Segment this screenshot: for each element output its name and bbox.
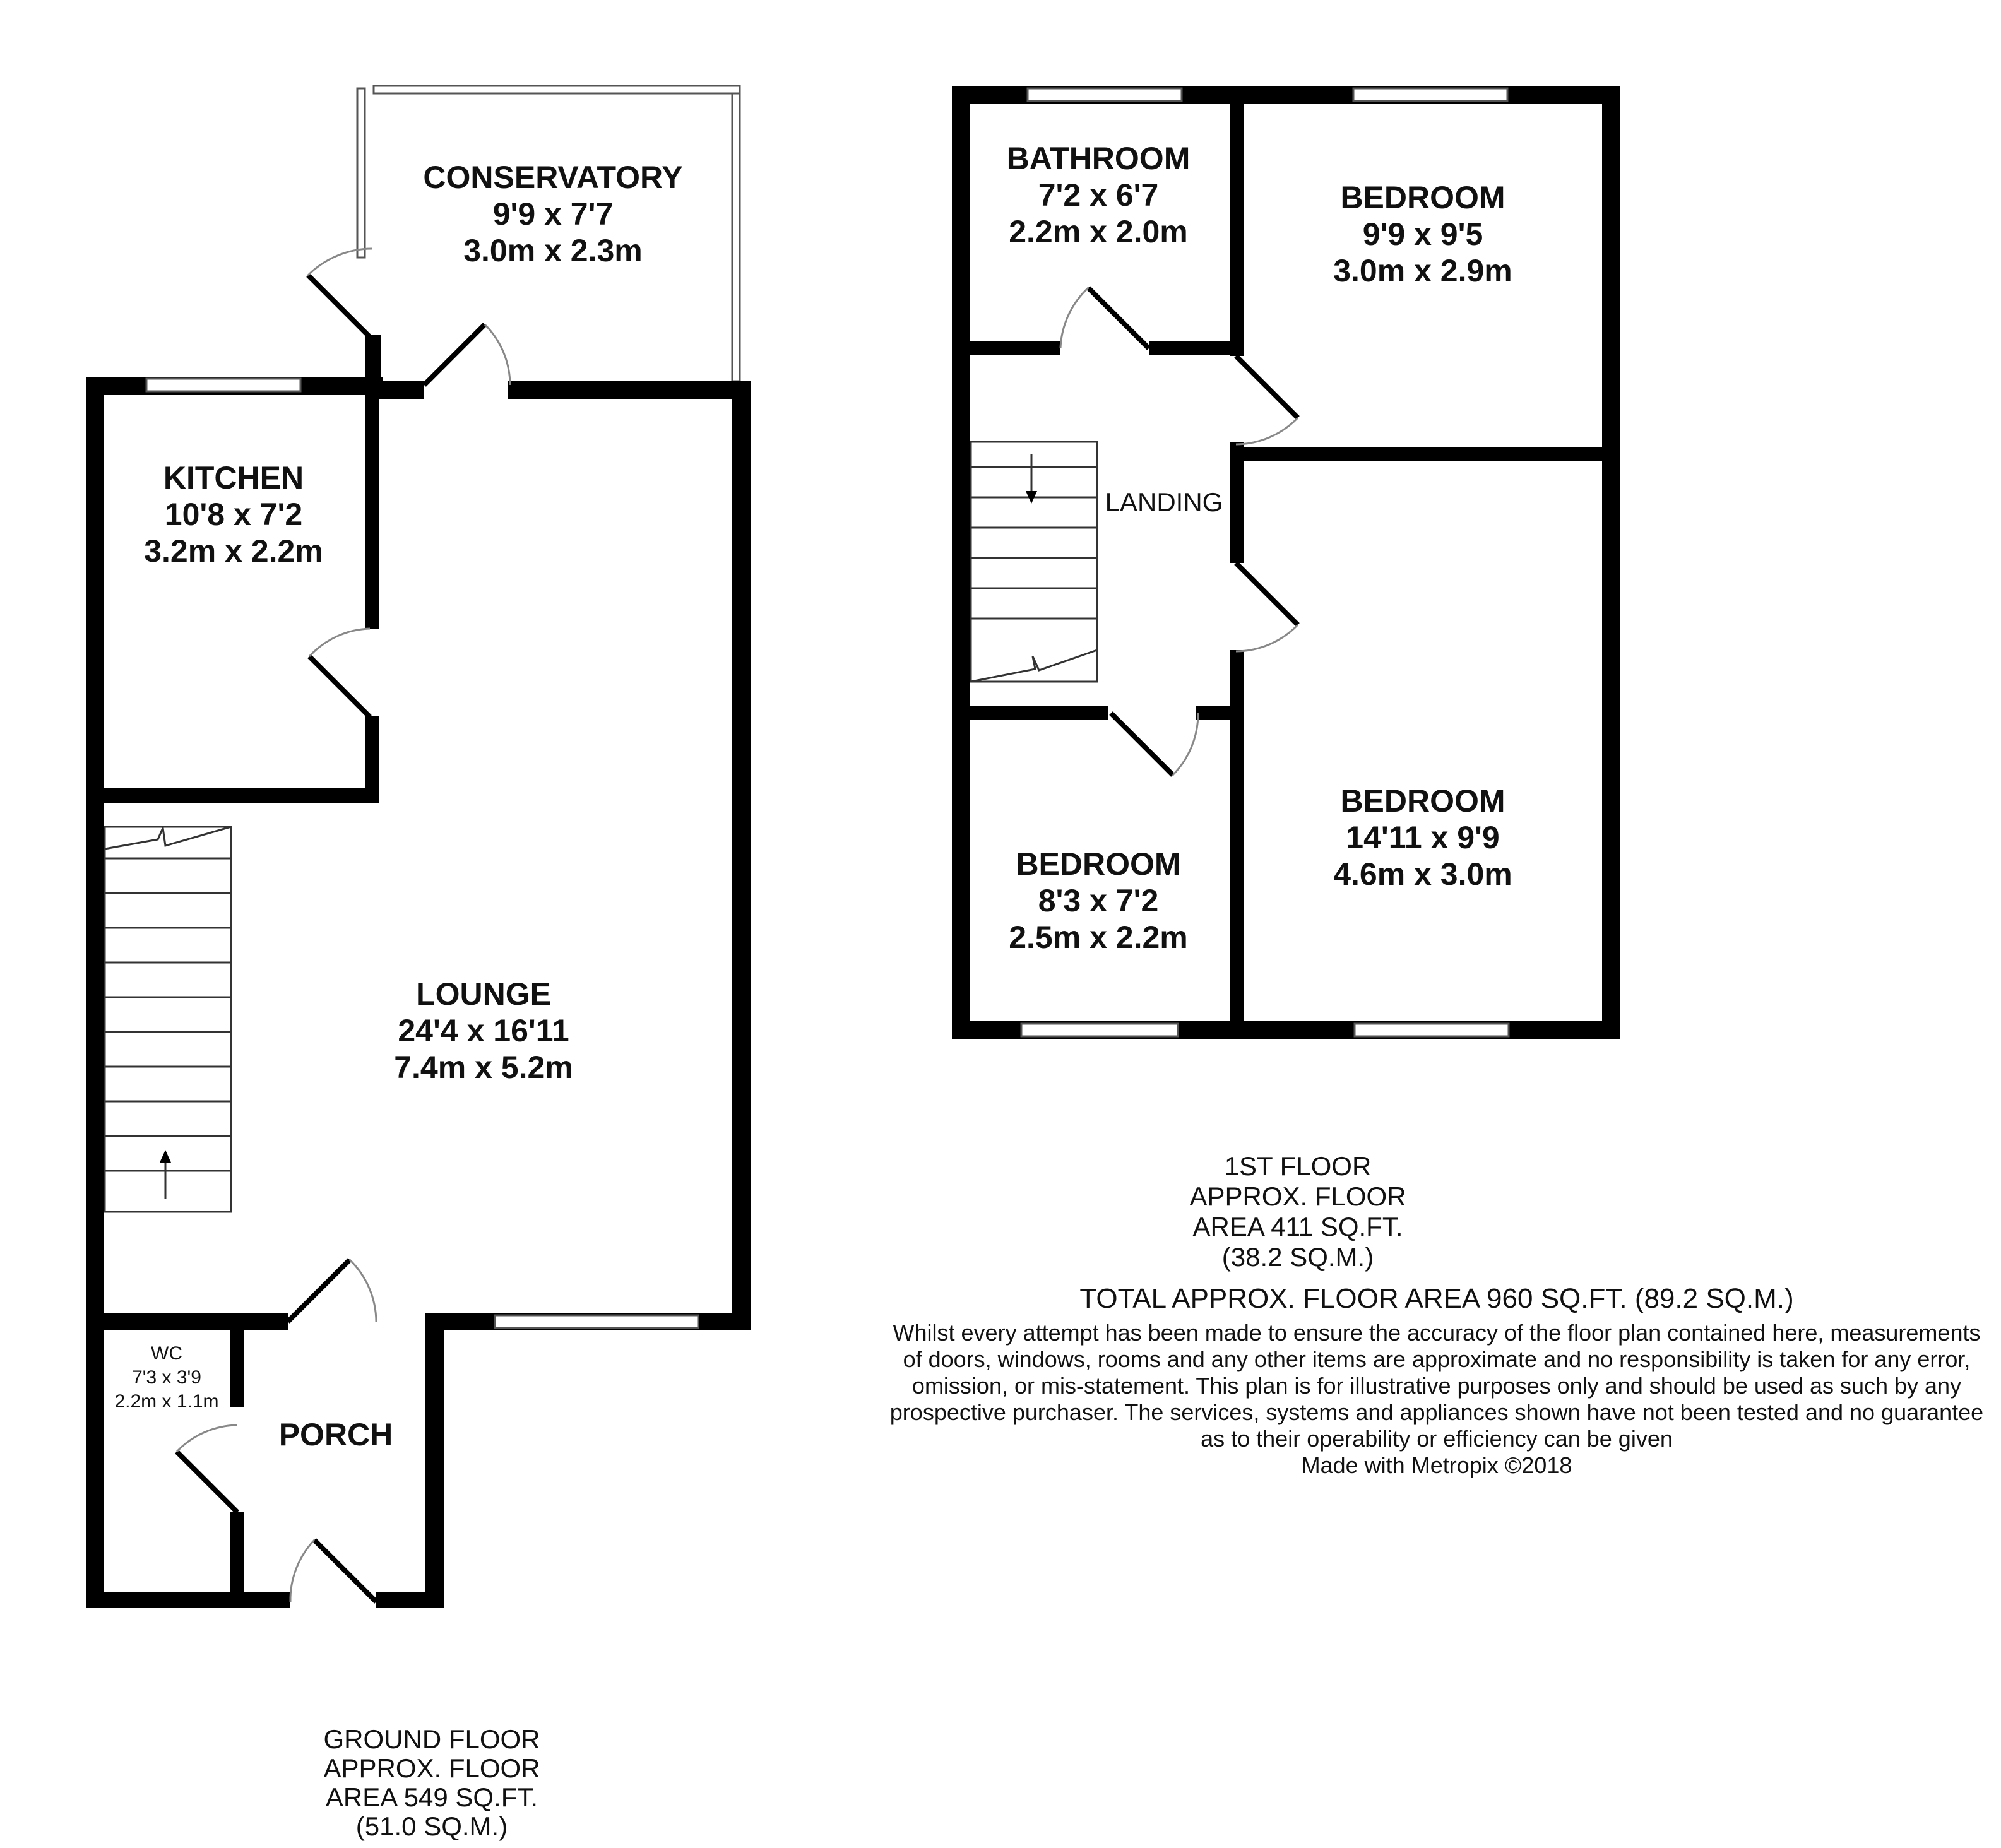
stairs-up-arrow-icon xyxy=(160,1150,171,1163)
ground-floor-area-line-3: AREA 549 SQ.FT. xyxy=(325,1782,538,1812)
wc-name: WC xyxy=(151,1343,182,1364)
ground-floor-stairs xyxy=(105,827,231,1212)
disclaimer-line-5: as to their operability or efficiency can be given xyxy=(1201,1426,1673,1452)
ground-floor-area-line-2: APPROX. FLOOR xyxy=(323,1753,540,1783)
first-floor-doors xyxy=(1060,288,1298,775)
bathroom-name: BATHROOM xyxy=(1006,141,1191,176)
ground-floor-area-line-4: (51.0 SQ.M.) xyxy=(355,1811,508,1841)
ground-floor-doors xyxy=(177,249,510,1602)
disclaimer-line-1: Whilst every attempt has been made to ensure the accuracy of the floor plan contained here, measurements xyxy=(893,1320,1981,1346)
disclaimer-line-3: omission, or mis-statement. This plan is for illustrative purposes only and should be used as such by any xyxy=(911,1373,1962,1399)
conservatory-name: CONSERVATORY xyxy=(423,160,683,195)
first-floor-area-line-1: 1ST FLOOR xyxy=(1224,1151,1372,1181)
bedroom-rear-name: BEDROOM xyxy=(1340,180,1505,215)
bedroom-small-name: BEDROOM xyxy=(1016,846,1181,882)
bathroom-imperial: 7'2 x 6'7 xyxy=(1038,177,1159,213)
lounge-imperial: 24'4 x 16'11 xyxy=(398,1013,569,1048)
bedroom-rear-imperial: 9'9 x 9'5 xyxy=(1362,216,1483,252)
lounge-name: LOUNGE xyxy=(416,976,551,1012)
first-floor-area-line-4: (38.2 SQ.M.) xyxy=(1221,1242,1374,1272)
disclaimer-line-6: Made with Metropix ©2018 xyxy=(1301,1452,1572,1478)
conservatory-imperial: 9'9 x 7'7 xyxy=(492,196,614,232)
kitchen-name: KITCHEN xyxy=(163,460,304,495)
total-area: TOTAL APPROX. FLOOR AREA 960 SQ.FT. (89.2 SQ.M.) xyxy=(1079,1283,1794,1314)
bathroom-metric: 2.2m x 2.0m xyxy=(1009,214,1188,249)
ground-floor-labels xyxy=(114,160,682,1841)
wc-metric: 2.2m x 1.1m xyxy=(114,1391,219,1412)
bedroom-front-name: BEDROOM xyxy=(1340,783,1505,819)
first-floor-stairs xyxy=(971,442,1097,682)
wc-imperial: 7'3 x 3'9 xyxy=(132,1367,201,1388)
conservatory-metric: 3.0m x 2.3m xyxy=(463,233,643,268)
disclaimer-line-2: of doors, windows, rooms and any other items are approximate and no responsibility is taken for any error, xyxy=(903,1346,1971,1372)
bedroom-front-metric: 4.6m x 3.0m xyxy=(1333,856,1512,892)
porch-name: PORCH xyxy=(278,1417,393,1452)
bedroom-small-metric: 2.5m x 2.2m xyxy=(1009,920,1188,955)
kitchen-metric: 3.2m x 2.2m xyxy=(144,533,323,569)
disclaimer-line-4: prospective purchaser. The services, systems and appliances shown have not been tested and no guarantee xyxy=(889,1399,1984,1425)
kitchen-imperial: 10'8 x 7'2 xyxy=(164,497,303,532)
landing-name: LANDING xyxy=(1105,487,1223,517)
bedroom-small-imperial: 8'3 x 7'2 xyxy=(1038,883,1159,918)
first-floor-area-line-3: AREA 411 SQ.FT. xyxy=(1192,1212,1403,1241)
ground-floor-area-line-1: GROUND FLOOR xyxy=(323,1724,540,1754)
lounge-metric: 7.4m x 5.2m xyxy=(394,1050,573,1085)
bedroom-rear-metric: 3.0m x 2.9m xyxy=(1333,253,1512,288)
bedroom-front-imperial: 14'11 x 9'9 xyxy=(1346,820,1500,855)
first-floor-area-line-2: APPROX. FLOOR xyxy=(1189,1182,1406,1211)
